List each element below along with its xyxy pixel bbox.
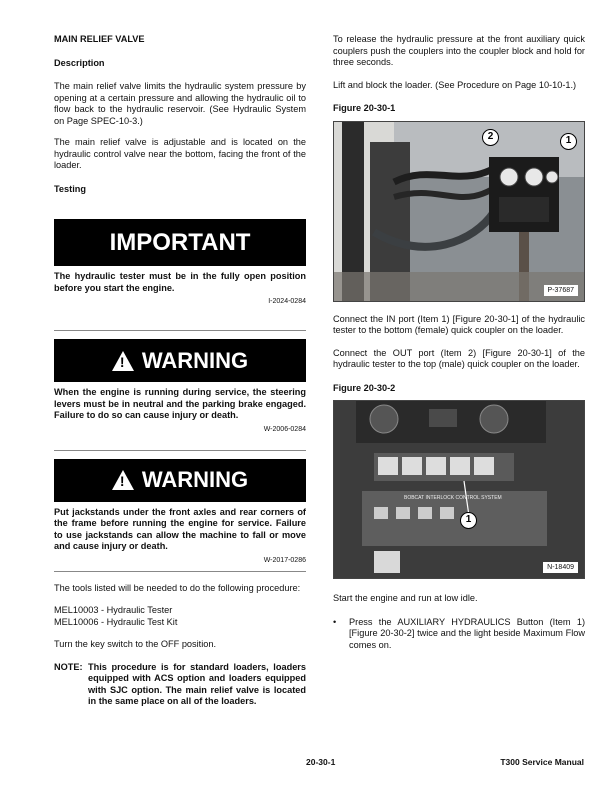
tools-intro: The tools listed will be needed to do the following procedure: <box>54 582 301 593</box>
description-heading: Description <box>54 57 105 68</box>
warning-2-body: Put jackstands under the front axles and rear corners of the frame before running the engine for service. Failure to use jackstands can allow the machine to fall or move and cause injury or death. <box>54 506 306 551</box>
page-number: 20-30-1 <box>306 757 336 767</box>
divider <box>54 450 306 451</box>
figure-2-code: N-18409 <box>543 562 578 573</box>
figure-2-title: Figure 20-30-2 <box>333 382 396 393</box>
key-off-step: Turn the key switch to the OFF position. <box>54 639 217 649</box>
hydraulic-tester-photo <box>334 122 585 302</box>
note-text: This procedure is for standard loaders, loaders equipped with ACS option and loaders equipped with SJC option. The main relief valve is located in the same place on all of the loaders. <box>88 661 306 706</box>
warning-2-title: WARNING <box>141 467 249 493</box>
important-body: The hydraulic tester must be in the fully open position before you start the engine. <box>54 271 306 293</box>
tool-item: MEL10006 - Hydraulic Test Kit <box>54 616 178 627</box>
aux-hydraulics-step: Press the AUXILIARY HYDRAULICS Button (Item 1) [Figure 20-30-2] twice and the light beside Maximum Flow comes on. <box>349 616 585 650</box>
warning-box-2 <box>54 459 306 565</box>
lift-para: Lift and block the loader. (See Procedure on Page 10-10-1.) <box>333 79 577 90</box>
manual-title: T300 Service Manual <box>500 757 584 767</box>
important-box <box>54 219 306 306</box>
warning-1-header <box>54 339 306 382</box>
warning-1-body: When the engine is running during service, the steering levers must be in neutral and the parking brake engaged. Failure to do so can cause injury or death. <box>54 387 306 420</box>
important-code: I-2024-0284 <box>268 298 306 305</box>
right-column <box>333 34 585 651</box>
warning-1-code: W-2006-0284 <box>263 425 306 433</box>
left-column <box>54 34 306 708</box>
control-panel-photo <box>334 401 585 579</box>
callout-2: 2 <box>482 129 499 146</box>
connect-out-para: Connect the OUT port (Item 2) [Figure 20-30-1] of the hydraulic tester to the top (male) quick coupler on the loader. <box>333 347 585 369</box>
figure-1-title: Figure 20-30-1 <box>333 103 396 113</box>
bullet-icon: • <box>333 616 337 627</box>
divider <box>54 571 306 572</box>
figure-2-photo <box>333 400 585 579</box>
note-label: NOTE: <box>54 661 83 672</box>
description-para-1: The main relief valve limits the hydraulic system pressure by opening at a certain pressure and allowing the hydraulic oil to flow back to the hydraulic reservoir. (See Hydraulic System on Page SPEC-10-3.) <box>54 81 306 126</box>
warning-box-1 <box>54 339 306 434</box>
divider <box>54 330 306 331</box>
testing-heading: Testing <box>54 183 86 194</box>
warning-2-code: W-2017-0286 <box>263 556 306 564</box>
figure-1-code: P-37687 <box>544 285 578 296</box>
figure-1-photo <box>333 121 585 302</box>
start-engine-para: Start the engine and run at low idle. <box>333 593 478 603</box>
connect-in-para: Connect the IN port (Item 1) [Figure 20-30-1] of the hydraulic tester to the bottom (female) quick coupler on the loader. <box>333 313 585 335</box>
tool-item: MEL10003 - Hydraulic Tester <box>54 605 173 615</box>
description-para-2: The main relief valve is adjustable and is located on the hydraulic control valve near the bottom, facing the front of the loader. <box>54 137 306 170</box>
list-item <box>333 617 585 652</box>
warning-icon: ! <box>112 470 134 490</box>
callout-1: 1 <box>460 512 477 529</box>
warning-1-title: WARNING <box>141 347 249 373</box>
note <box>54 662 306 708</box>
warning-icon: ! <box>112 351 134 371</box>
callout-1: 1 <box>560 133 577 150</box>
panel-label: BOBCAT INTERLOCK CONTROL SYSTEM <box>404 495 502 501</box>
important-title: IMPORTANT <box>54 219 306 266</box>
warning-2-header <box>54 459 306 502</box>
section-heading: MAIN RELIEF VALVE <box>54 34 145 44</box>
release-para: To release the hydraulic pressure at the front auxiliary quick couplers push the couplers into the coupler block and hold for three seconds. <box>333 34 585 67</box>
